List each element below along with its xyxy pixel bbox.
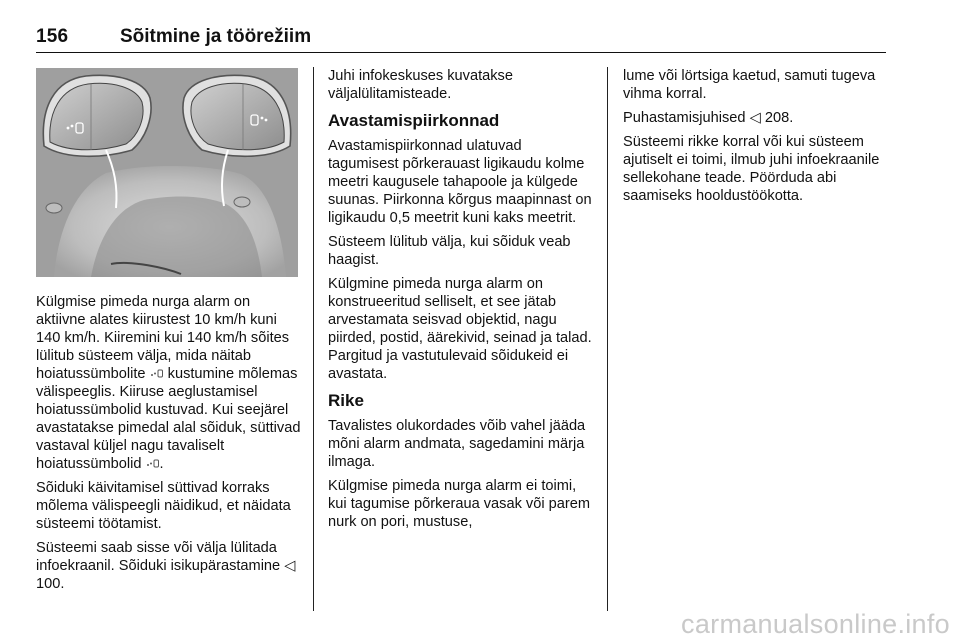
page-reference-arrow-icon: ◁: [749, 110, 761, 126]
paragraph: Süsteem lülitub välja, kui sõiduk veab haagist.: [328, 234, 571, 268]
paragraph-text: Puhastamisjuhised: [623, 110, 746, 126]
chapter-title: Sõitmine ja töörežiim: [120, 26, 312, 47]
car-mirrors-illustration: [36, 68, 298, 277]
paragraph: Tavalistes olukordades võib vahel jääda mõni alarm andmata, sagedamini märja ilmaga.: [328, 418, 586, 470]
paragraph: Külgmise pimeda nurga alarm ei toimi, kui tagumise põrkeraua vasak või parem nurk on pori, mustuse,: [328, 478, 591, 530]
page-number: 156: [36, 26, 69, 47]
text-column-1: [36, 293, 302, 599]
paragraph: Avastamispiirkonnad ulatuvad tagumisest põrkerauast ligikaudu kolme meetri kaugusele tahapoole ja külgede suunas. Piirkonna kõrgus maapinnast on ligikaudu 0,5 meetrit kuni kaks meetrit.: [328, 138, 592, 226]
section-heading: Rike: [328, 391, 364, 410]
page-header: [36, 26, 886, 53]
mirror-blind-spot-figure: [36, 68, 298, 277]
paragraph: Süsteemi rikke korral või kui süsteem ajutiselt ei toimi, ilmub juhi infoekraanile sellekohane teade. Pöörduda abi saamiseks hooldustöökotta.: [623, 134, 880, 204]
paragraph-text: Külgmise pimeda nurga alarm on aktiivne alates kiirustest 10 km/h kuni 140 km/h. Kiiremini kui 140 km/h sõites lülitub süsteem välja, mida näitab hoiatussümbolite: [36, 294, 290, 382]
text-column-2: [328, 67, 594, 537]
paragraph: [36, 293, 302, 473]
column-divider: [313, 67, 314, 611]
blind-spot-warning-icon: [150, 368, 164, 379]
page-reference-arrow-icon: ◁: [284, 558, 296, 574]
column-divider: [607, 67, 608, 611]
page-reference-link[interactable]: 208.: [760, 110, 794, 126]
paragraph: Sõiduki käivitamisel süttivad korraks mõlema välispeegli näidikud, et näidata süsteemi töötamist.: [36, 480, 291, 532]
watermark: carmanualsonline.info: [681, 609, 950, 639]
paragraph: lume või lörtsiga kaetud, samuti tugeva vihma korral.: [623, 68, 876, 102]
paragraph: Juhi infokeskuses kuvatakse väljalülitamisteade.: [328, 68, 513, 102]
text-column-3: [623, 67, 891, 211]
paragraph: Külgmine pimeda nurga alarm on konstrueeritud selliselt, et see jätab arvestamata seisvad objektid, nagu piirded, postid, äärekivid, seinad ja talad. Pargitud ja vastutulevaid sõidukeid ei avastata.: [328, 276, 592, 382]
paragraph: [36, 539, 302, 593]
section-heading: Avastamispiirkonnad: [328, 111, 500, 130]
blind-spot-warning-icon: [146, 458, 160, 469]
page-reference-link[interactable]: 100.: [36, 576, 65, 592]
paragraph-text: .: [159, 456, 164, 472]
paragraph-text: kustumine mõlemas välispeeglis. Kiiruse aeglustamisel hoiatussümbolid kustuvad. Kui seejärel avastatakse pimedal alal sõiduk, süttivad vastaval küljel nagu tavaliselt hoiatussümbolid: [36, 366, 301, 472]
paragraph: [623, 109, 891, 127]
paragraph-text: Süsteemi saab sisse või välja lülitada infoekraanil. Sõiduki isikupärastamine: [36, 540, 281, 574]
